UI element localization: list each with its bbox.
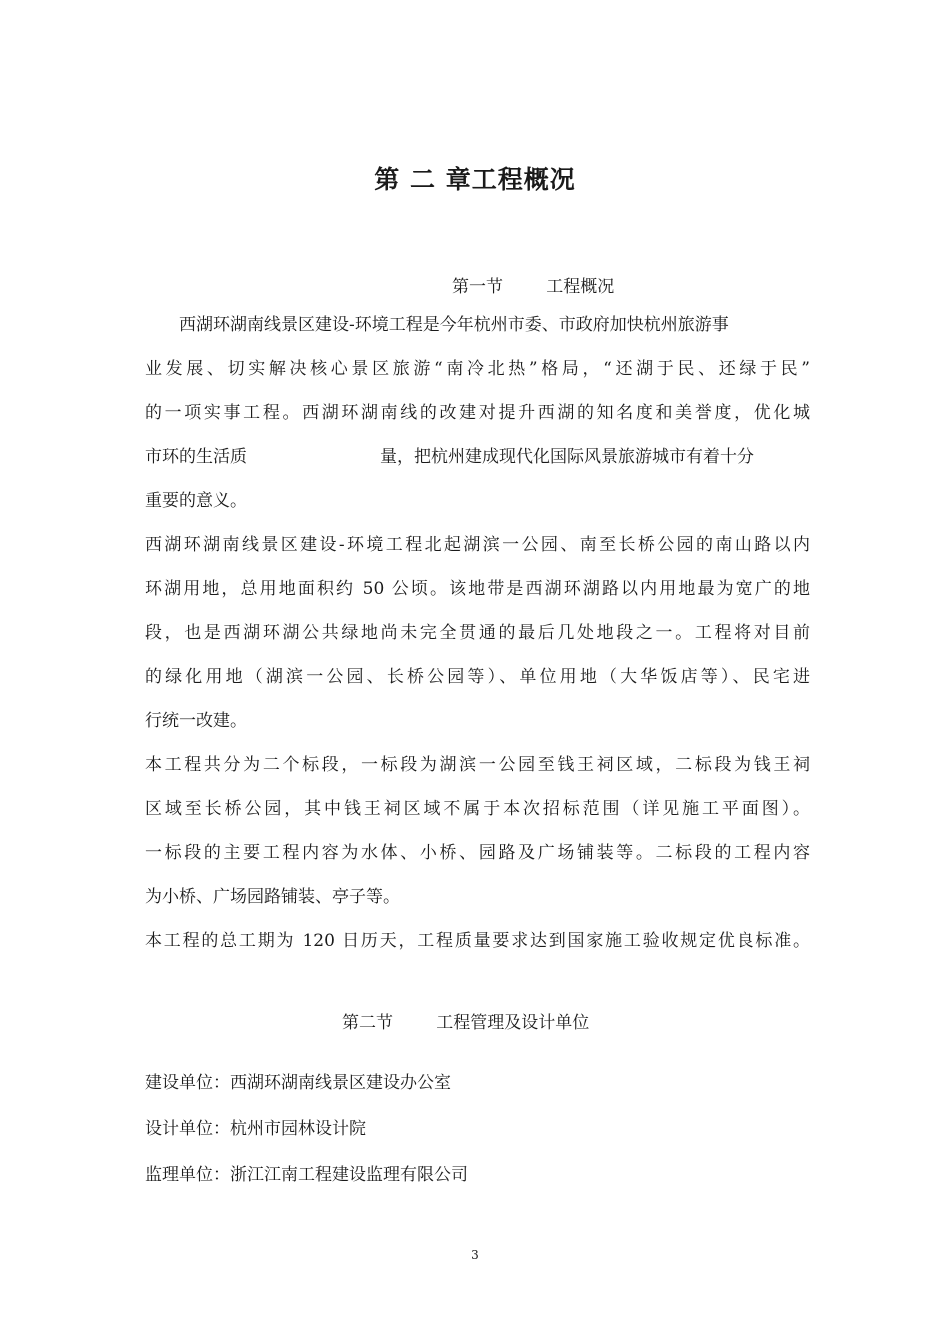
paragraph-line: 行统一改建。 <box>145 711 247 731</box>
paragraph-line: 重要的意义。 <box>145 491 247 511</box>
paragraph-line: 业发展、切实解决核心景区旅游“南冷北热”格局，“还湖于民、还绿于民” <box>145 359 810 379</box>
paragraph-line: 的一项实事工程。西湖环湖南线的改建对提升西湖的知名度和美誉度，优化城 <box>145 403 810 423</box>
section-1-heading: 第一节 工程概况 <box>452 277 615 297</box>
construction-unit: 建设单位：西湖环湖南线景区建设办公室 <box>145 1073 451 1093</box>
section-2-heading: 第二节 工程管理及设计单位 <box>342 1013 590 1033</box>
paragraph-line: 段，也是西湖环湖公共绿地尚未完全贯通的最后几处地段之一。工程将对目前 <box>145 623 810 643</box>
paragraph-line: 区域至长桥公园，其中钱王祠区域不属于本次招标范围（详见施工平面图）。 <box>145 799 810 819</box>
paragraph-line-part: 量，把杭州建成现代化国际风景旅游城市有着十分 <box>380 447 754 467</box>
paragraph-3 <box>145 743 810 919</box>
design-unit: 设计单位：杭州市园林设计院 <box>145 1119 366 1139</box>
paragraph-line: 为小桥、广场园路铺装、亭子等。 <box>145 887 400 907</box>
supervision-unit: 监理单位：浙江江南工程建设监理有限公司 <box>145 1165 468 1185</box>
organization-list <box>145 1060 810 1198</box>
paragraph-line <box>145 435 810 479</box>
paragraph-line: 环湖用地，总用地面积约 50 公顷。该地带是西湖环湖路以内用地最为宽广的地 <box>145 579 810 599</box>
paragraph-line: 西湖环湖南线景区建设-环境工程北起湖滨一公园、南至长桥公园的南山路以内 <box>145 535 810 555</box>
paragraph-line: 的绿化用地（湖滨一公园、长桥公园等）、单位用地（大华饭店等）、民宅进 <box>145 667 810 687</box>
paragraph-line-part: 市环的生活质 <box>145 447 247 467</box>
paragraph-line: 一标段的主要工程内容为水体、小桥、园路及广场铺装等。二标段的工程内容 <box>145 843 810 863</box>
page-number: 3 <box>471 1248 479 1262</box>
paragraph-1 <box>145 303 810 523</box>
paragraph-line: 本工程的总工期为 120 日历天，工程质量要求达到国家施工验收规定优良标准。 <box>145 931 810 951</box>
paragraph-line: 西湖环湖南线景区建设-环境工程是今年杭州市委、市政府加快杭州旅游事 <box>179 315 729 335</box>
paragraph-line: 本工程共分为二个标段，一标段为湖滨一公园至钱王祠区域，二标段为钱王祠 <box>145 755 810 775</box>
paragraph-4 <box>145 919 810 963</box>
paragraph-2 <box>145 523 810 743</box>
chapter-title: 第 二 章工程概况 <box>374 165 576 194</box>
